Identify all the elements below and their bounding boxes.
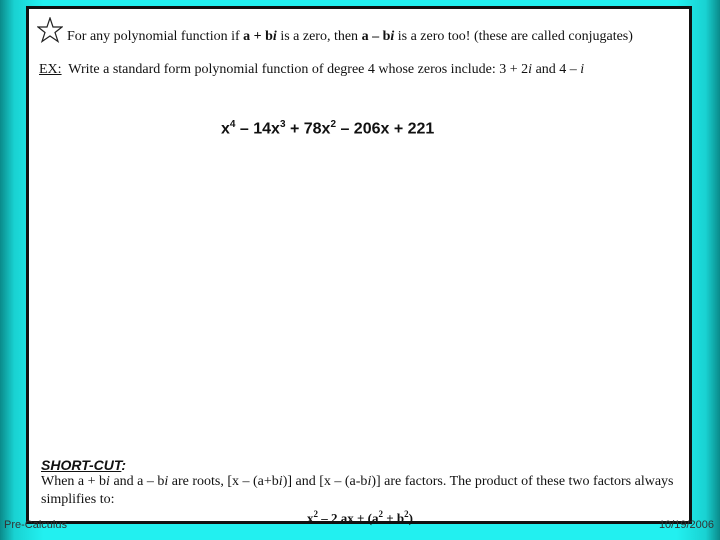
star-outline-icon [37, 17, 63, 43]
example-label: EX: [39, 62, 62, 77]
polynomial-answer: $x^4 - 14x^3 + 78x^2 - 206x + 221$ [221, 119, 435, 138]
conjugate-rule-text: For any polynomial function if a + bi is a zero, then a – bi is a zero too! (these are called conjugates) [67, 29, 633, 44]
slide [26, 6, 692, 524]
example-text: EX: Write a standard form polynomial function of degree 4 whose zeros include: 3 + 2i and 4 – i [39, 62, 585, 77]
shortcut-heading: SHORT-CUT: [41, 457, 127, 473]
footer-course: Pre-Calculus [4, 519, 67, 531]
shortcut-body: When a + bi and a – bi are roots, [x – (a+bi)] and [x – (a-bi)] are factors. The product of these two factors always simplifies to: [41, 474, 674, 507]
shortcut-formula: $x^2 - 2$ ax + $(a^2 + b^2)$ [307, 509, 413, 526]
footer-date: 10/19/2006 [658, 519, 714, 531]
